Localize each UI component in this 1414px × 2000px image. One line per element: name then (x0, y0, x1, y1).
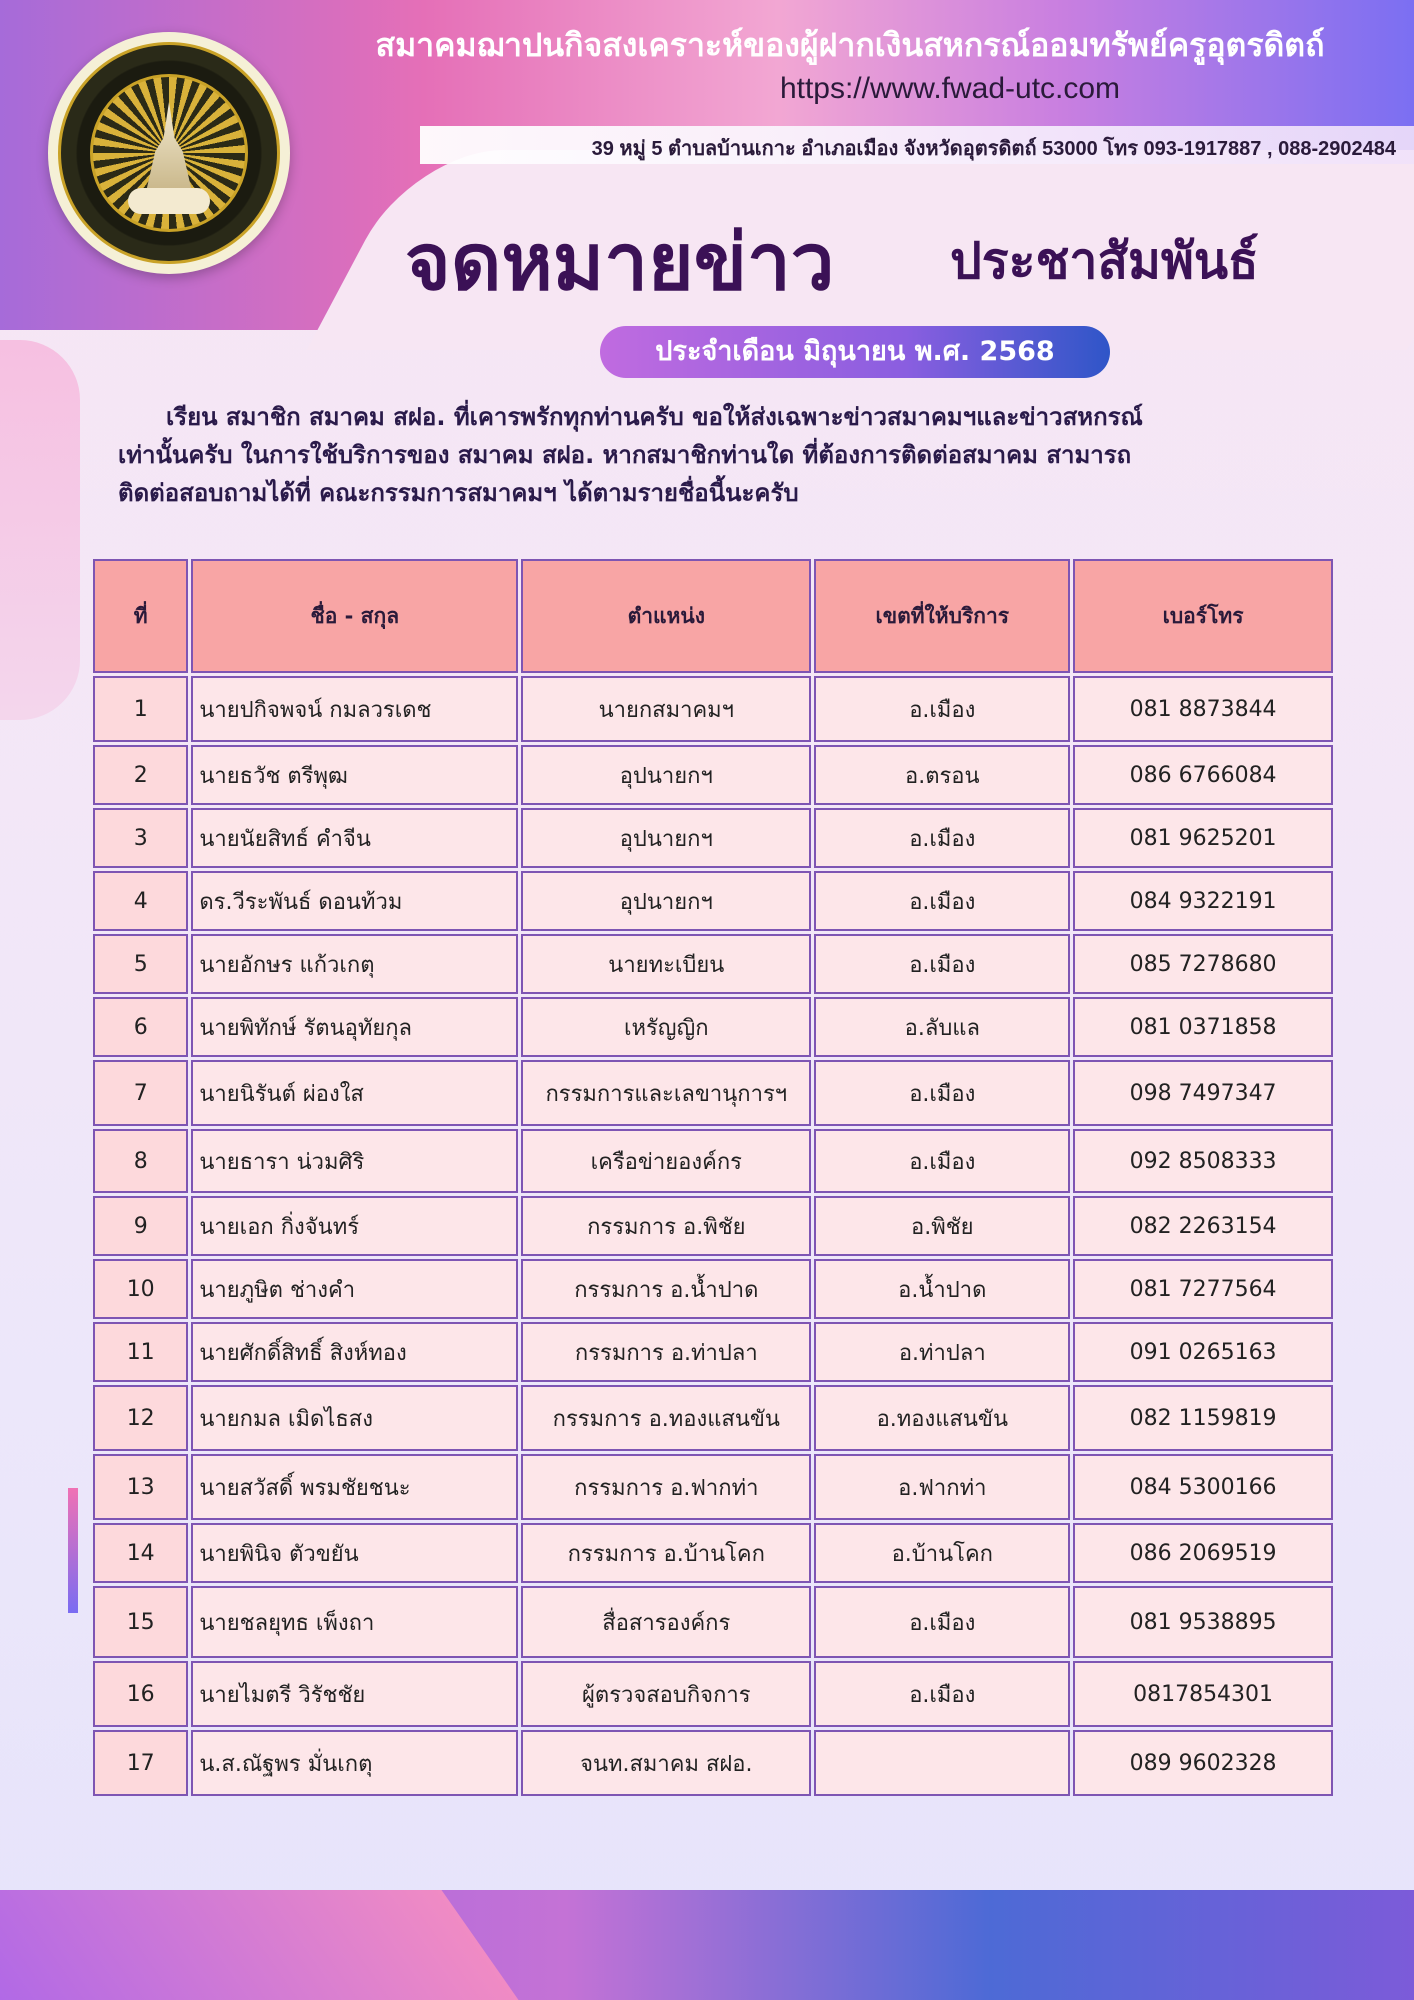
row-number: 5 (93, 934, 188, 994)
phone-number: 081 0371858 (1073, 997, 1333, 1057)
member-position: เหรัญญิก (521, 997, 811, 1057)
intro-line: ติดต่อสอบถามได้ที่ คณะกรรมการสมาคมฯ ได้ตามรายชื่อนี้นะครับ (118, 479, 799, 507)
table-row (93, 676, 1333, 742)
service-area: อ.เมือง (814, 1129, 1070, 1193)
row-number: 17 (93, 1730, 188, 1796)
member-position: ผู้ตรวจสอบกิจการ (521, 1661, 811, 1727)
table-row (93, 1322, 1333, 1382)
member-name: นายอักษร แก้วเกตุ (191, 934, 518, 994)
member-name: นายสวัสดิ์ พรมชัยชนะ (191, 1454, 518, 1520)
table-header-row (93, 559, 1333, 673)
member-name: น.ส.ณัฐพร มั่นเกตุ (191, 1730, 518, 1796)
row-number: 16 (93, 1661, 188, 1727)
member-position: กรรมการ อ.บ้านโคก (521, 1523, 811, 1583)
service-area: อ.ทองแสนขัน (814, 1385, 1070, 1451)
phone-number: 089 9602328 (1073, 1730, 1333, 1796)
row-number: 6 (93, 997, 188, 1057)
phone-number: 091 0265163 (1073, 1322, 1333, 1382)
phone-number: 098 7497347 (1073, 1060, 1333, 1126)
row-number: 1 (93, 676, 188, 742)
phone-number: 081 7277564 (1073, 1259, 1333, 1319)
member-position: เครือข่ายองค์กร (521, 1129, 811, 1193)
member-position: กรรมการ อ.ท่าปลา (521, 1322, 811, 1382)
row-number: 8 (93, 1129, 188, 1193)
row-number: 7 (93, 1060, 188, 1126)
association-seal-logo (48, 32, 290, 274)
member-position: อุปนายกฯ (521, 745, 811, 805)
table-row (93, 1385, 1333, 1451)
row-number: 13 (93, 1454, 188, 1520)
phone-number: 092 8508333 (1073, 1129, 1333, 1193)
service-area: อ.ตรอน (814, 745, 1070, 805)
header-name: ชื่อ - สกุล (191, 559, 518, 673)
row-number: 14 (93, 1523, 188, 1583)
phone-number: 0817854301 (1073, 1661, 1333, 1727)
header-phone: เบอร์โทร (1073, 559, 1333, 673)
table-row (93, 871, 1333, 931)
row-number: 2 (93, 745, 188, 805)
table-row (93, 1661, 1333, 1727)
service-area: อ.เมือง (814, 1661, 1070, 1727)
newsletter-title: จดหมายข่าว (405, 218, 835, 308)
phone-number: 081 9538895 (1073, 1586, 1333, 1658)
row-number: 3 (93, 808, 188, 868)
member-position: กรรมการและเลขานุการฯ (521, 1060, 811, 1126)
phone-number: 081 9625201 (1073, 808, 1333, 868)
header-area: เขตที่ให้บริการ (814, 559, 1070, 673)
table-row (93, 808, 1333, 868)
header-no: ที่ (93, 559, 188, 673)
service-area: อ.ท่าปลา (814, 1322, 1070, 1382)
member-position: จนท.สมาคม สฝอ. (521, 1730, 811, 1796)
footer-accent (0, 1890, 519, 2000)
table-row (93, 997, 1333, 1057)
service-area: อ.เมือง (814, 871, 1070, 931)
member-position: สื่อสารองค์กร (521, 1586, 811, 1658)
table-row (93, 934, 1333, 994)
service-area: อ.เมือง (814, 1060, 1070, 1126)
address-text: 39 หมู่ 5 ตำบลบ้านเกาะ อำเภอเมือง จังหวัดอุตรดิตถ์ 53000 โทร 093-1917887 , 088-2902484 (591, 138, 1396, 160)
service-area: อ.เมือง (814, 934, 1070, 994)
member-name: นายปกิจพจน์ กมลวรเดช (191, 676, 518, 742)
service-area: อ.พิชัย (814, 1196, 1070, 1256)
member-name: นายชลยุทธ เพ็งถา (191, 1586, 518, 1658)
member-position: กรรมการ อ.ทองแสนขัน (521, 1385, 811, 1451)
table-row (93, 1129, 1333, 1193)
member-position: นายทะเบียน (521, 934, 811, 994)
row-number: 10 (93, 1259, 188, 1319)
row-number: 4 (93, 871, 188, 931)
row-number: 12 (93, 1385, 188, 1451)
intro-line: เรียน สมาชิก สมาคม สฝอ. ที่เคารพรักทุกท่านครับ ขอให้ส่งเฉพาะข่าวสมาคมฯและข่าวสหกรณ์ (166, 403, 1143, 431)
member-name: นายไมตรี วิรัชชัย (191, 1661, 518, 1727)
row-number: 11 (93, 1322, 188, 1382)
member-name: นายศักดิ์สิทธิ์ สิงห์ทอง (191, 1322, 518, 1382)
member-position: นายกสมาคมฯ (521, 676, 811, 742)
member-name: นายธารา น่วมศิริ (191, 1129, 518, 1193)
service-area: อ.เมือง (814, 676, 1070, 742)
member-name: นายนัยสิทธ์ คำจีน (191, 808, 518, 868)
table-row (93, 1730, 1333, 1796)
member-name: นายพินิจ ตัวขยัน (191, 1523, 518, 1583)
phone-number: 084 5300166 (1073, 1454, 1333, 1520)
service-area: อ.ลับแล (814, 997, 1070, 1057)
intro-line: เท่านั้นครับ ในการใช้บริการของ สมาคม สฝอ. หากสมาชิกท่านใด ที่ต้องการติดต่อสมาคม สามารถ (118, 441, 1132, 469)
phone-number: 086 6766084 (1073, 745, 1333, 805)
member-name: นายกมล เมิดไธสง (191, 1385, 518, 1451)
row-number: 9 (93, 1196, 188, 1256)
table-row (93, 1060, 1333, 1126)
service-area: อ.เมือง (814, 1586, 1070, 1658)
member-name: นายเอก กิ่งจันทร์ (191, 1196, 518, 1256)
phone-number: 086 2069519 (1073, 1523, 1333, 1583)
row-number: 15 (93, 1586, 188, 1658)
phone-number: 082 1159819 (1073, 1385, 1333, 1451)
newsletter-subtitle: ประชาสัมพันธ์ (950, 232, 1259, 290)
committee-contact-table (90, 556, 1336, 1799)
member-name: นายพิทักษ์ รัตนอุทัยกุล (191, 997, 518, 1057)
phone-number: 085 7278680 (1073, 934, 1333, 994)
member-position: กรรมการ อ.ฟากท่า (521, 1454, 811, 1520)
member-name: นายนิรันต์ ผ่องใส (191, 1060, 518, 1126)
member-position: กรรมการ อ.น้ำปาด (521, 1259, 811, 1319)
seal-cloud-icon (128, 188, 210, 214)
service-area: อ.บ้านโคก (814, 1523, 1070, 1583)
member-position: อุปนายกฯ (521, 808, 811, 868)
month-badge: ประจำเดือน มิถุนายน พ.ศ. 2568 (600, 326, 1110, 378)
decorative-blob (0, 340, 80, 720)
member-position: กรรมการ อ.พิชัย (521, 1196, 811, 1256)
table-row (93, 1454, 1333, 1520)
table-row (93, 1259, 1333, 1319)
service-area: อ.เมือง (814, 808, 1070, 868)
table-row (93, 1196, 1333, 1256)
phone-number: 082 2263154 (1073, 1196, 1333, 1256)
header-position: ตำแหน่ง (521, 559, 811, 673)
member-name: ดร.วีระพันธ์ ดอนท้วม (191, 871, 518, 931)
phone-number: 084 9322191 (1073, 871, 1333, 931)
decorative-side-bar (68, 1488, 78, 1613)
service-area (814, 1730, 1070, 1796)
table-row (93, 745, 1333, 805)
service-area: อ.น้ำปาด (814, 1259, 1070, 1319)
member-name: นายธวัช ตรีพุฒ (191, 745, 518, 805)
intro-paragraph (118, 398, 1368, 512)
website-url[interactable]: https://www.fwad-utc.com (779, 72, 1121, 105)
member-name: นายภูษิต ช่างคำ (191, 1259, 518, 1319)
association-name: สมาคมฌาปนกิจสงเคราะห์ของผู้ฝากเงินสหกรณ์ออมทรัพย์ครูอุตรดิตถ์ (375, 27, 1325, 63)
member-position: อุปนายกฯ (521, 871, 811, 931)
table-row (93, 1586, 1333, 1658)
service-area: อ.ฟากท่า (814, 1454, 1070, 1520)
table-row (93, 1523, 1333, 1583)
phone-number: 081 8873844 (1073, 676, 1333, 742)
